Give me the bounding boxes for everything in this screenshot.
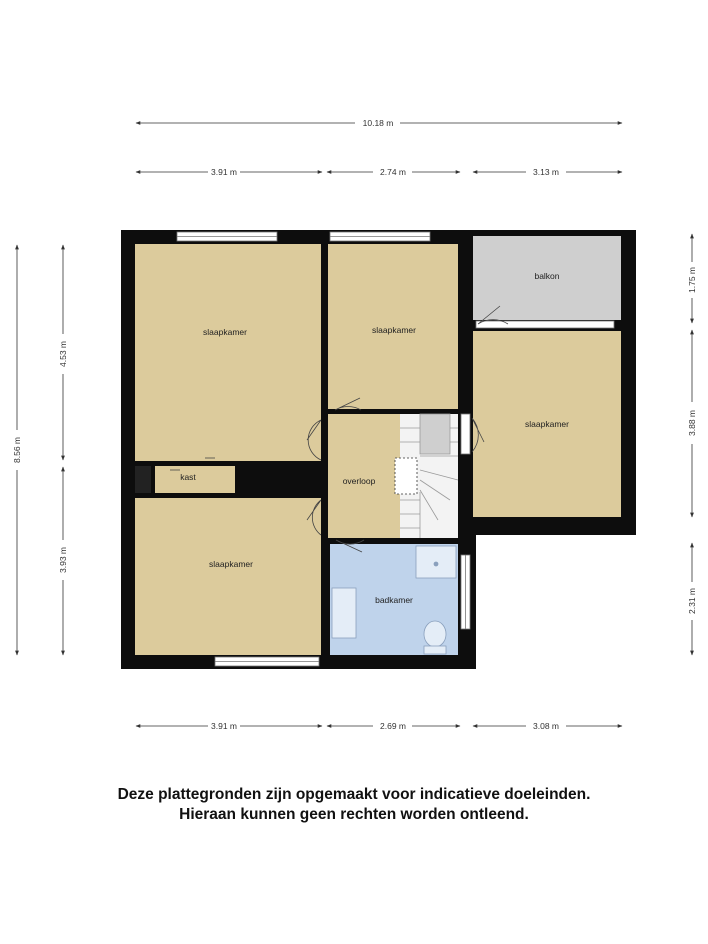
label-bedroom-top-left: slaapkamer	[203, 327, 247, 337]
dim-top-total: 10.18 m	[362, 118, 394, 128]
label-bedroom-bottom-left: slaapkamer	[209, 559, 253, 569]
label-balcony: balkon	[534, 271, 560, 281]
disclaimer-line-2: Hieraan kunnen geen rechten worden ontleend.	[179, 806, 529, 823]
dim-bottom-seg3: 3.08 m	[533, 721, 559, 731]
dim-right-seg2: 3.88 m	[687, 410, 697, 436]
label-bedroom-top-middle: slaapkamer	[372, 325, 416, 335]
toilet-icon	[424, 621, 446, 647]
bedroom-top-left-floor	[135, 244, 321, 461]
disclaimer-line-1: Deze plattegronden zijn opgemaakt voor indicatieve doeleinden.	[117, 786, 591, 803]
label-bedroom-right: slaapkamer	[525, 419, 569, 429]
window-balcony-divider	[476, 321, 614, 328]
disclaimer	[0, 785, 708, 825]
room-floors	[135, 236, 621, 655]
closet-dark-block	[135, 466, 151, 493]
window-landing-right	[461, 414, 470, 454]
dim-left-seg2: 3.93 m	[58, 547, 68, 573]
dim-bottom-seg1: 3.91 m	[211, 721, 237, 731]
dim-top-seg3: 3.13 m	[533, 167, 559, 177]
dim-right-seg1: 1.75 m	[687, 267, 697, 293]
dim-bottom-seg2: 2.69 m	[380, 721, 406, 731]
dim-left-seg1: 4.53 m	[58, 341, 68, 367]
label-bathroom: badkamer	[375, 595, 413, 605]
dim-top-seg1: 3.91 m	[211, 167, 237, 177]
label-landing: overloop	[342, 476, 376, 486]
dim-left-total: 8.56 m	[12, 437, 22, 463]
dim-top-seg2: 2.74 m	[380, 167, 406, 177]
dim-right-seg3: 2.31 m	[687, 588, 697, 614]
bedroom-bottom-left-floor	[135, 498, 321, 655]
sink-icon	[332, 588, 356, 638]
label-closet: kast	[180, 472, 196, 482]
